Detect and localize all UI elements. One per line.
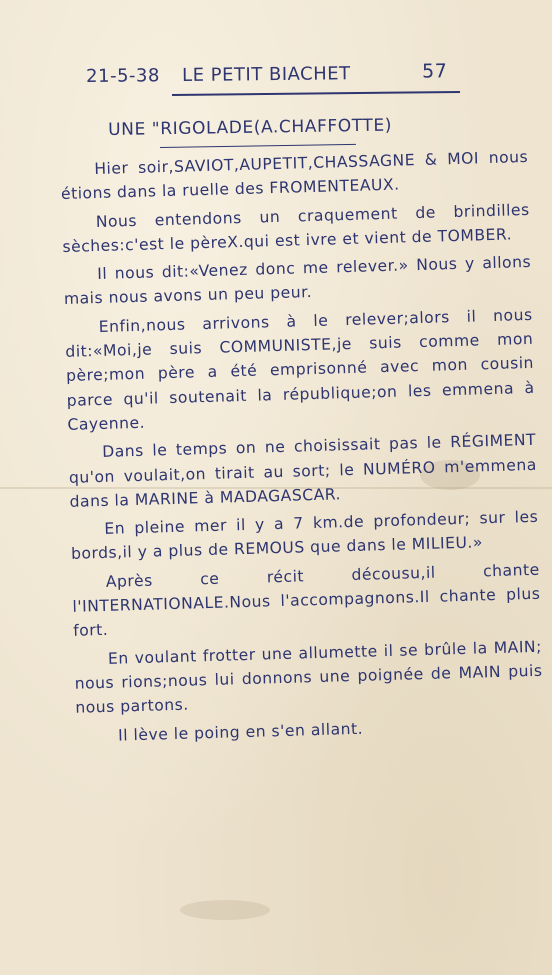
title-underline [160, 144, 356, 148]
page-number: 57 [421, 60, 448, 83]
paragraph: Nous entendons un craquement de brindilles sèches:c'est le pèreX.qui est ivre et vient de TOMBER. [62, 200, 530, 256]
header-title: LE PETIT BIACHET [181, 63, 351, 86]
header-date: 21-5-38 [86, 65, 160, 87]
paragraph: Il nous dit:«Venez donc me relever.» Nous y allons mais nous avons un peu peur. [63, 253, 532, 309]
paragraph: En voulant frotter une allumette il se brûle la MAIN; nous rions;nous lui donnons une poignée de MAIN puis nous partons. [74, 637, 543, 718]
paper-stain [180, 900, 270, 920]
paragraph: En pleine mer il y a 7 km.de profondeur; sur les bords,il y a plus de REMOUS que dans le MILIEU.» [70, 507, 539, 564]
page-header [86, 60, 466, 87]
paragraph: Dans le temps on ne choisissait pas le RÉGIMENT qu'on voulait,on tirait au sort; le NUMÉRO m'emmena dans la MARINE à MADAGASCAR. [68, 431, 537, 511]
paragraph: Après ce récit décousu,il chante l'INTERNATIONALE.Nous l'accompagnons.Il chante plus fort. [72, 560, 541, 641]
article-body [60, 145, 544, 753]
paragraph: Hier soir,SAVIOT,AUPETIT,CHASSAGNE & MOI nous étions dans la ruelle des FROMENTEAUX. [60, 147, 529, 204]
paragraph: Il lève le poing en s'en allant. [117, 719, 364, 745]
header-underline [172, 91, 460, 96]
article-title: UNE "RIGOLADE(A.CHAFFOTTE) [108, 115, 393, 140]
paragraph: Enfin,nous arrivons à le relever;alors il nous dit:«Moi,je suis COMMUNISTE,je suis comme mon père;mon père a été emprisonné avec mon cousin parce qu'il soutenait la république;on les emmena à Cayenne. [65, 305, 535, 434]
